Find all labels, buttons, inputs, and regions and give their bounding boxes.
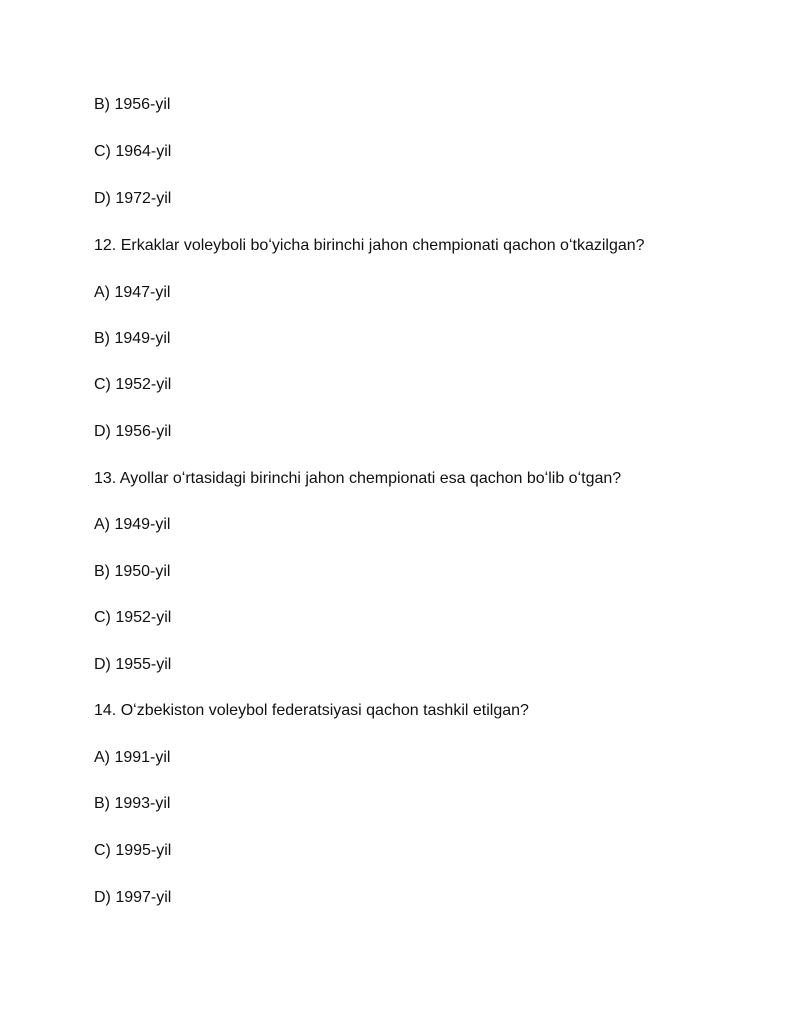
q13-option-d: D) 1955-yil (94, 656, 172, 673)
q14-option-d: D) 1997-yil (94, 889, 172, 906)
q12-option-a: A) 1947-yil (94, 284, 171, 301)
q13-option-b: B) 1950-yil (94, 563, 171, 580)
q12-option-b: B) 1949-yil (94, 330, 171, 347)
q14-option-a: A) 1991-yil (94, 749, 171, 766)
q14-option-c: C) 1995-yil (94, 842, 172, 859)
question-14: 14. Oʻzbekiston voleybol federatsiyasi qachon tashkil etilgan? (94, 702, 529, 719)
q13-option-a: A) 1949-yil (94, 516, 171, 533)
q13-option-c: C) 1952-yil (94, 609, 172, 626)
q12-option-c: C) 1952-yil (94, 376, 172, 393)
q12-option-d: D) 1956-yil (94, 423, 172, 440)
q11-option-d: D) 1972-yil (94, 190, 172, 207)
question-12: 12. Erkaklar voleyboli boʻyicha birinchi jahon chempionati qachon oʻtkazilgan? (94, 237, 645, 254)
q11-option-b: B) 1956-yil (94, 96, 171, 113)
q11-option-c: C) 1964-yil (94, 143, 172, 160)
question-13: 13. Ayollar oʻrtasidagi birinchi jahon chempionati esa qachon boʻlib oʻtgan? (94, 470, 622, 487)
q14-option-b: B) 1993-yil (94, 795, 171, 812)
